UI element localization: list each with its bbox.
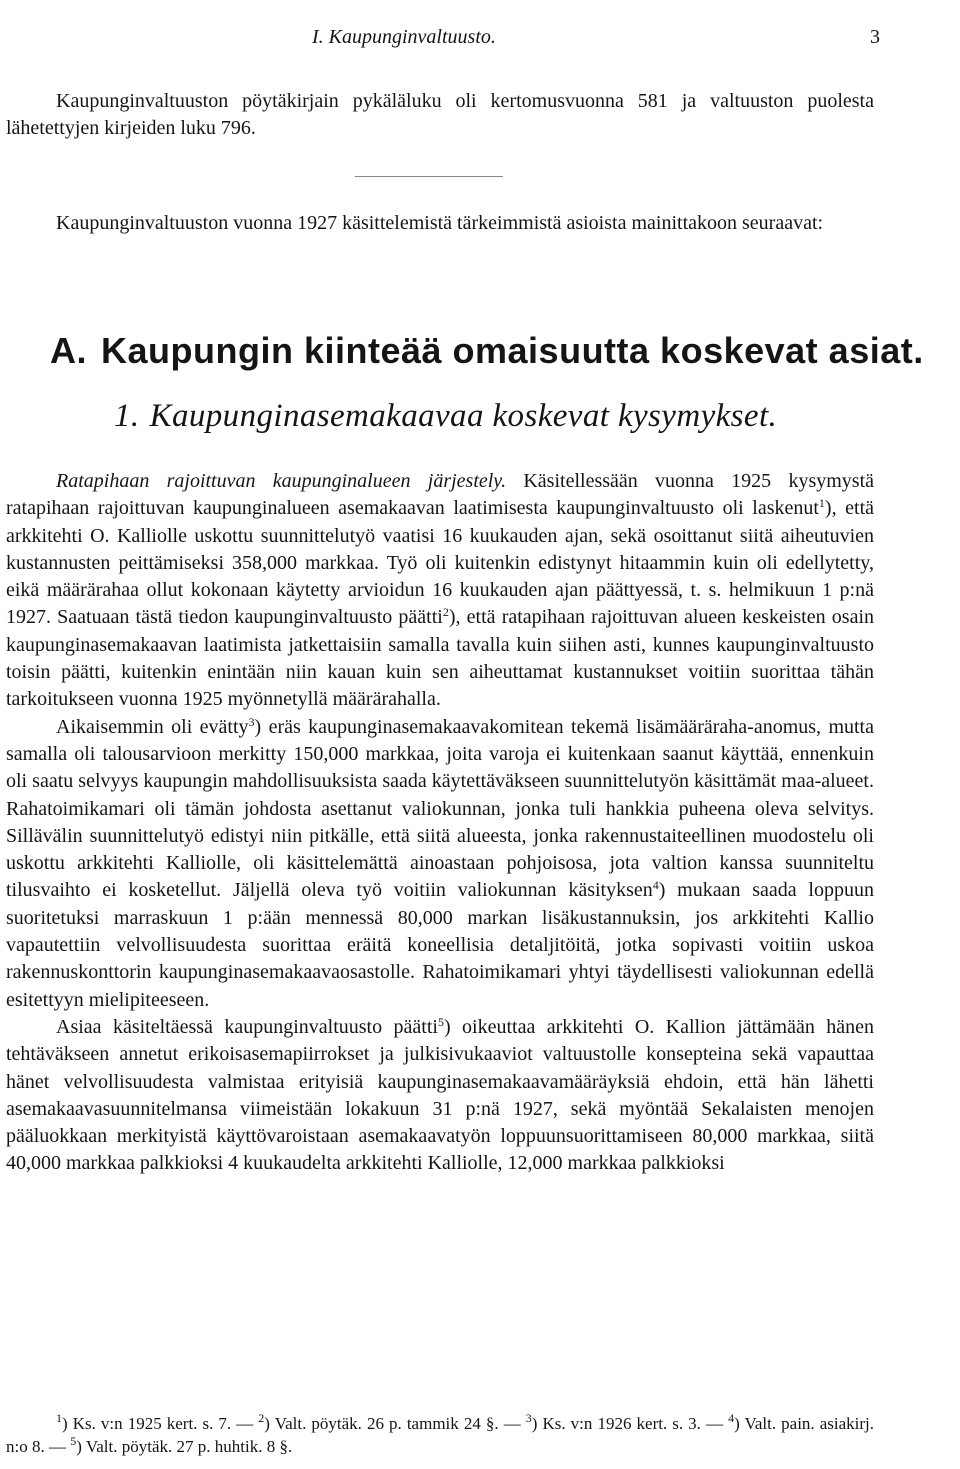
footnote-ref: 2 (442, 605, 449, 620)
footnote-3: ) Ks. v:n 1926 kert. s. 3. — (531, 1414, 723, 1433)
footnote-ref: 3 (248, 714, 255, 729)
main-text (6, 468, 874, 1178)
footnote-ref: 4 (652, 878, 659, 893)
runin-heading: Ratapihaan rajoittuvan kaupunginalueen järjestely. (56, 470, 507, 492)
footnote-ref: 1 (818, 496, 825, 511)
subsection-number: 1. (114, 398, 140, 434)
footnotes: $^1$) Ks. v:n 1925 kert. s. 7. — $^2$) Valt. pöytäk. 26 p. tammik 24 §. — $^3$) Ks. v:n 1926 kert. s. 3. — $^4$) Valt. pain. asiakirj. n:o 8. — $^5$) Valt. pöytäk. 27 p. huhtik. 8 §. (6, 1411, 875, 1456)
running-header (0, 22, 960, 56)
paragraph-earlier-denial: Aikaisemmin oli evätty$^3$) eräs kaupunginasemakaavakomitean tekemä lisämääräraha-anomus, mutta samalla oli talousarvioon merkitty 150,000 markkaa, joita varoja ei kuitenkaan saanut käyttää, ennenkuin oli saatu selvyys kaupungin mahdollisuuksista saada käytettäväkseen suunnittelutyön käsittämät maa-alueet. Rahatoimikamari oli tämän johdosta asettanut valiokunnan, jonka tuli hankkia puheena oleva selvitys. Sillävälin suunnittelutyö edistyi niin pitkälle, että siitä alueesta, jonka rakennustaiteellinen muodostelu oli uskottu arkkitehti Kalliolle, oli käsittelemättä ainoastaan pohjoisosa, jota valtion kanssa suunniteltu tilusvaihto ei kosketellut. Jäljellä oleva työ voitiin valiokunnan käsityksen$^4$) mukaan saada loppuun suoritetuksi marraskuun 1 p:ään mennessä 80,000 markan lisäkustannuksin, jos arkkitehti Kallio vapautettiin velvollisuudesta suorittaa eräitä koneellisia detaljitöitä, jotka sopivasti voitiin uskoa rakennuskonttorin kaupunginasemakaavaosastolle. Rahatoimikamari yhtyi täydellisesti valiokunnan edellä esitettyyn mielipiteeseen. (6, 714, 874, 1011)
section-divider (355, 176, 503, 177)
footnote-2: ) Valt. pöytäk. 26 p. tammik 24 §. — (264, 1414, 521, 1433)
footnote-4: ) Valt. pain. asiakirj. n:o 8. — (6, 1414, 875, 1456)
subsection-title: Kaupunginasemakaavaa koskevat kysymykset. (149, 398, 778, 434)
footnote-ref: 5 (437, 1014, 444, 1029)
section-heading (50, 330, 924, 372)
section-title: Kaupungin kiinteää omaisuutta koskevat asiat. (101, 330, 924, 371)
footnote-1: ) Ks. v:n 1925 kert. s. 7. — (62, 1414, 254, 1433)
section-letter: A. (50, 330, 87, 371)
subsection-heading (114, 398, 777, 435)
intro-paragraph-1: Kaupunginvaltuuston pöytäkirjain pykäläluku oli kertomusvuonna 581 ja valtuuston puolesta lähetettyjen kirjeiden luku 796. (6, 90, 874, 140)
intro-paragraph-2: Kaupunginvaltuuston vuonna 1927 käsittelemistä tärkeimmistä asioista mainittakoon seuraavat: (56, 212, 824, 234)
chapter-title: I. Kaupunginvaltuusto. (312, 26, 496, 48)
page-number: 3 (870, 26, 880, 48)
footnote-5: ) Valt. pöytäk. 27 p. huhtik. 8 §. (76, 1437, 293, 1456)
paragraph-decision: Asiaa käsiteltäessä kaupunginvaltuusto päätti$^5$) oikeuttaa arkkitehti O. Kallion jättämään hänen tehtäväkseen annetut erikoisasemapiirrokset ja julkisivukaaviot valtuustolle konsepteina sekä vapauttaa hänet velvollisuudesta valmistaa erityisiä kaupunginasemakaavamääräyksiä ehdoin, että hän lähetti asemakaavasuunnitelmansa viimeistään lokakuun 31 p:nä 1927, sekä myöntää Sekalaisten menojen pääluokkaan merkityistä käyttövaroistaan asemakaavatyön loppuunsuorittamiseen 80,000 markkaa, siitä 40,000 markkaa palkkioksi 4 kuukaudelta arkkitehti Kalliolle, 12,000 markkaa palkkioksi (6, 1014, 874, 1175)
paragraph-rail-yard: Ratapihaan rajoittuvan kaupunginalueen järjestely. Käsitellessään vuonna 1925 kysymystä ratapihaan rajoittuvan kaupunginalueen asemakaavan laatimisesta kaupunginvaltuusto oli laskenut$^1$), että arkkitehti O. Kalliolle uskottu suunnittelutyö vaatisi 16 kuukauden ajan, sekä osoittanut siitä aiheutuvien kustannusten peittämiseksi 358,000 markkaa. Työ oli kuitenkin edistynyt hitaammin kuin oli edellytetty, eikä määrärahaa ollut kokonaan käytetty arvioidun 16 kuukauden ajan päättyessä, t. s. helmikuun 1 p:nä 1927. Saatuaan tästä tiedon kaupunginvaltuusto päätti$^2$), että ratapihaan rajoittuvan alueen keskeisten osain kaupunginasemakaavan laatimista jatkettaisiin samalla tavalla kuin siihen asti, kunnes kaupunginvaltuusto toisin päätti, kuitenkin enintään niin kauan kuin sen aiheuttamat kustannukset voitiin suorittaa tähän tarkoitukseen vuonna 1925 myönnetyllä määrärahalla. (6, 470, 875, 711)
